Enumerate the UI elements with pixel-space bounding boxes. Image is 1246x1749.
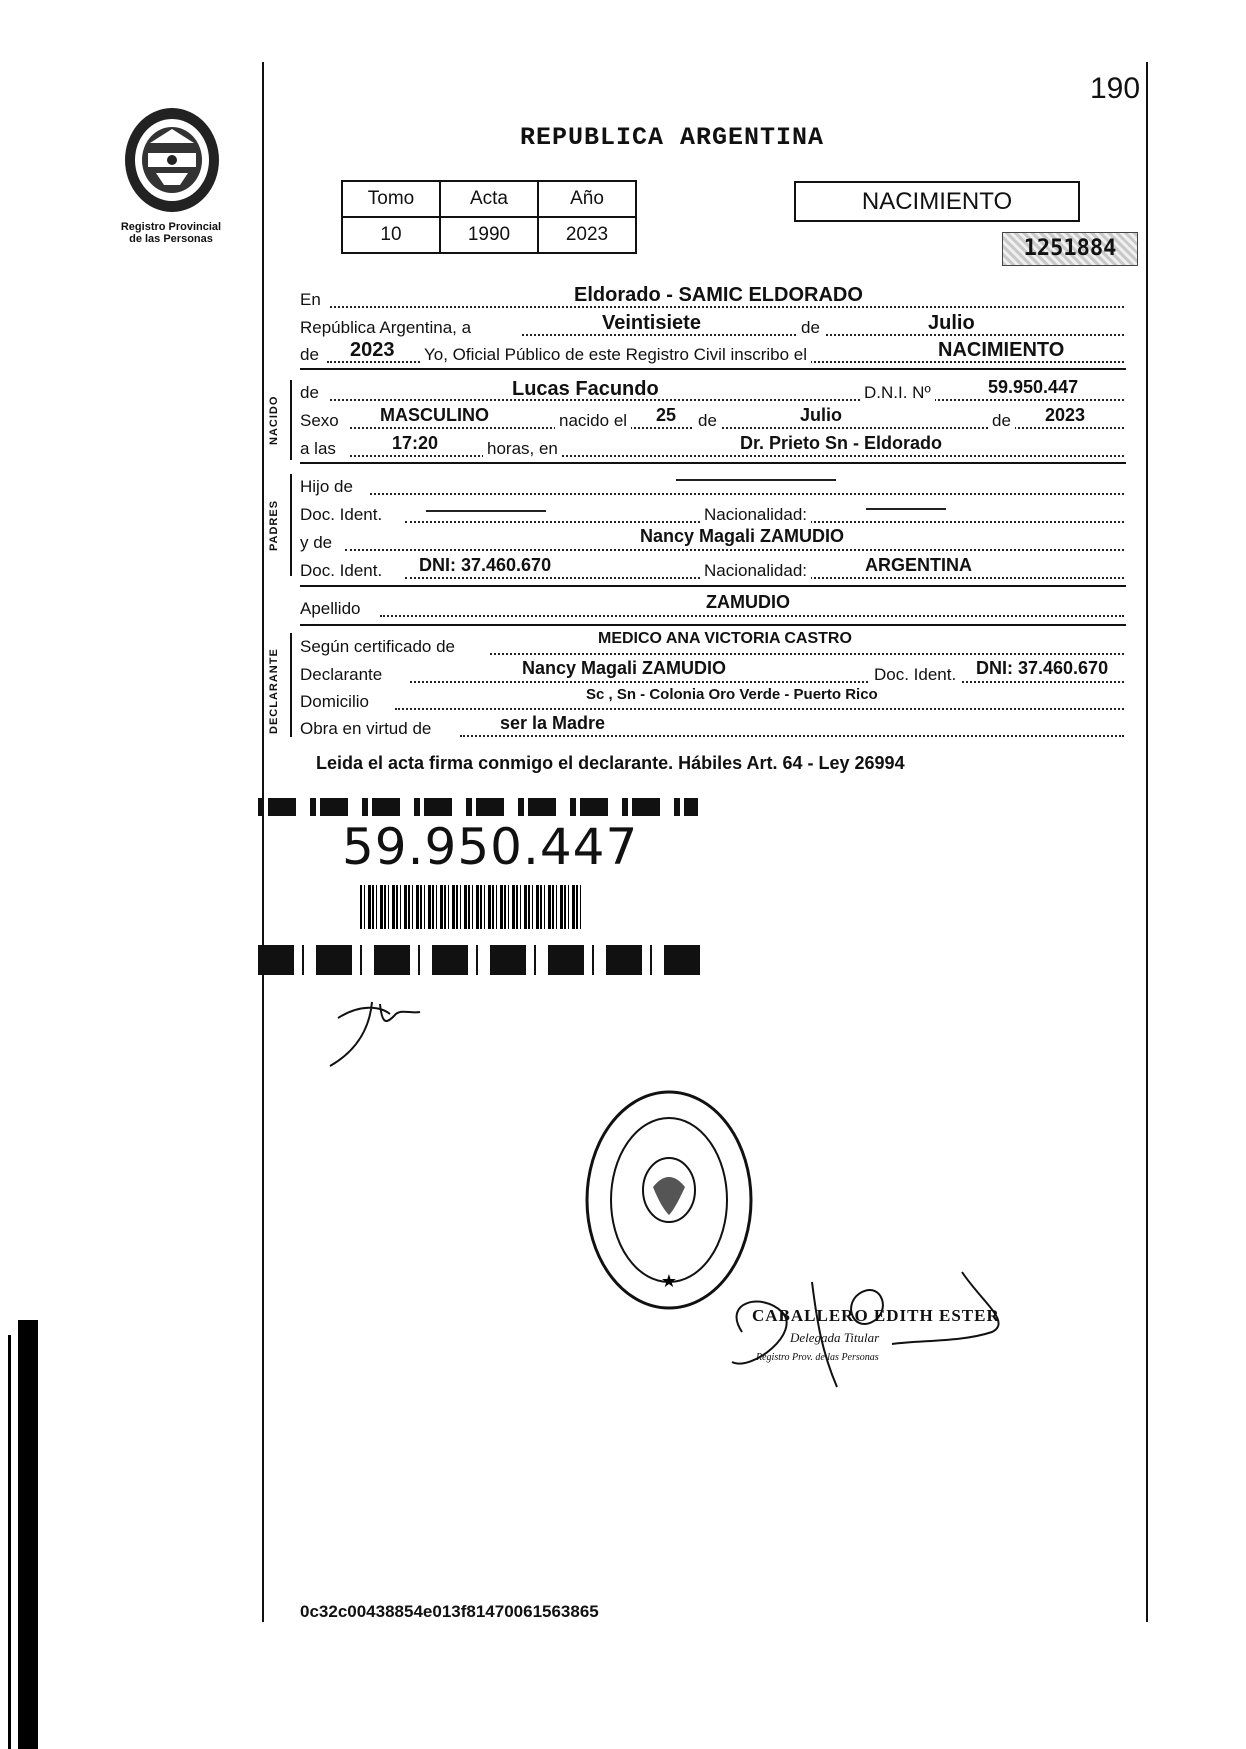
dotted-line: [490, 653, 1124, 655]
dni-label: D.N.I. Nº: [860, 383, 935, 403]
place-value: Eldorado - SAMIC ELDORADO: [574, 284, 863, 306]
declarant-signature-icon: [320, 994, 430, 1074]
padres-bracket: [290, 474, 292, 576]
footer-hash: 0c32c00438854e013f81470061563865: [300, 1602, 599, 1621]
official-name: CABALLERO EDITH ESTER: [752, 1306, 1000, 1325]
oficial-text: Yo, Oficial Público de este Registro Civil inscribo el: [420, 345, 811, 365]
birth-month-value: Julio: [800, 405, 843, 425]
de-label: de: [694, 411, 721, 431]
declarante-section-label: DECLARANTE: [268, 648, 280, 734]
act-type-box: NACIMIENTO: [794, 181, 1080, 222]
mother-dni-value: DNI: 37.460.670: [419, 555, 552, 575]
dotted-line: [350, 455, 1124, 457]
apellido-separator: [300, 624, 1126, 626]
father-blank: [676, 479, 836, 481]
dotted-line: [330, 399, 1124, 401]
nacido-separator: [300, 462, 1126, 464]
official-signature-icon: [722, 1262, 1022, 1392]
birth-place-value: Dr. Prieto Sn - Eldorado: [740, 433, 943, 453]
child-dni-value: 59.950.447: [988, 377, 1079, 397]
dotted-line: [460, 735, 1124, 737]
declarante-label: Declarante: [300, 665, 383, 684]
de-label: de: [988, 411, 1015, 431]
hijo-de-label: Hijo de: [300, 477, 353, 496]
y-de-label: y de: [300, 533, 333, 552]
year-value: 2023: [350, 339, 395, 361]
official-org: Registro Prov. de las Personas: [756, 1352, 879, 1363]
anio-header: Año: [538, 181, 636, 217]
official-role: Delegada Titular: [790, 1330, 880, 1345]
cert-label: Según certificado de: [300, 637, 455, 656]
birth-day-value: 25: [656, 405, 677, 425]
sexo-label: Sexo: [300, 411, 339, 430]
mother-nationality-value: ARGENTINA: [865, 555, 972, 575]
right-margin-line: [1146, 62, 1148, 1622]
doc-ident-label: Doc. Ident.: [300, 561, 383, 580]
intro-separator: [300, 368, 1126, 370]
doc-ident-label: Doc. Ident.: [300, 505, 383, 524]
official-signature: [722, 1262, 1022, 1392]
act-word-value: NACIMIENTO: [938, 339, 1065, 361]
child-name-value: Lucas Facundo: [512, 378, 659, 400]
watermark-band-bottom: [258, 945, 700, 975]
id-number-large: 59.950.447: [342, 818, 639, 876]
provincial-seal: [120, 103, 224, 217]
time-value: 17:20: [392, 433, 439, 453]
mother-name-value: Nancy Magali ZAMUDIO: [640, 526, 845, 546]
declarante-value: Nancy Magali ZAMUDIO: [522, 658, 727, 678]
birth-year-value: 2023: [1045, 405, 1086, 425]
numbering-stamp: 1251884: [1002, 232, 1138, 266]
domicilio-label: Domicilio: [300, 692, 369, 711]
declarante-doc-label: Doc. Ident.: [870, 665, 960, 685]
tomo-header: Tomo: [342, 181, 440, 217]
scan-edge-bar: [18, 1320, 38, 1749]
declarante-bracket: [290, 633, 292, 737]
nacionalidad-label: Nacionalidad:: [700, 561, 811, 581]
a-las-label: a las: [300, 439, 336, 458]
dotted-line: [380, 615, 1124, 617]
declarante-doc-value: DNI: 37.460.670: [976, 658, 1109, 678]
cert-value: MEDICO ANA VICTORIA CASTRO: [598, 630, 852, 647]
day-words-value: Veintisiete: [602, 312, 701, 334]
obra-value: ser la Madre: [500, 713, 606, 733]
barcode: [360, 885, 582, 929]
dotted-line: [410, 681, 1124, 683]
page-number: 190: [1090, 72, 1141, 105]
nacido-el-label: nacido el: [555, 411, 631, 431]
nacido-section-label: NACIDO: [268, 395, 280, 445]
horas-label: horas, en: [483, 439, 562, 459]
nacido-de-label: de: [300, 383, 319, 402]
scan-edge-thin: [8, 1335, 11, 1749]
sexo-value: MASCULINO: [380, 405, 489, 425]
padres-separator: [300, 585, 1126, 587]
nacido-bracket: [290, 380, 292, 460]
provincial-seal-emblem-icon: [120, 103, 224, 217]
acta-value: 1990: [440, 217, 538, 253]
anio-value: 2023: [538, 217, 636, 253]
obra-label: Obra en virtud de: [300, 719, 432, 738]
closing-text: Leida el acta firma conmigo el declarante. Hábiles Art. 64 - Ley 26994: [316, 753, 905, 773]
dotted-line: [395, 708, 1124, 710]
father-doc-blank: [426, 510, 546, 512]
registry-caption: Registro Provincial de las Personas: [120, 221, 222, 245]
en-label: En: [300, 290, 321, 309]
de2-label: de: [300, 345, 319, 364]
document-title: REPUBLICA ARGENTINA: [520, 123, 825, 152]
acta-header: Acta: [440, 181, 538, 217]
de-label: de: [797, 318, 824, 338]
nacionalidad-label: Nacionalidad:: [700, 505, 811, 525]
apellido-label: Apellido: [300, 599, 361, 618]
padres-section-label: PADRES: [268, 499, 280, 551]
dotted-line: [370, 493, 1124, 495]
watermark-band-top: [258, 798, 698, 816]
left-margin-line: [262, 62, 264, 1622]
declarant-signature: [320, 994, 430, 1074]
republic-label: República Argentina, a: [300, 318, 472, 337]
record-reference-table: [341, 180, 637, 254]
apellido-value: ZAMUDIO: [706, 592, 790, 612]
tomo-value: 10: [342, 217, 440, 253]
domicilio-value: Sc , Sn - Colonia Oro Verde - Puerto Rico: [586, 686, 878, 703]
dotted-line: [345, 549, 1124, 551]
month-value: Julio: [928, 312, 975, 334]
svg-text:★: ★: [660, 1271, 678, 1292]
father-nationality-blank: [866, 508, 946, 510]
